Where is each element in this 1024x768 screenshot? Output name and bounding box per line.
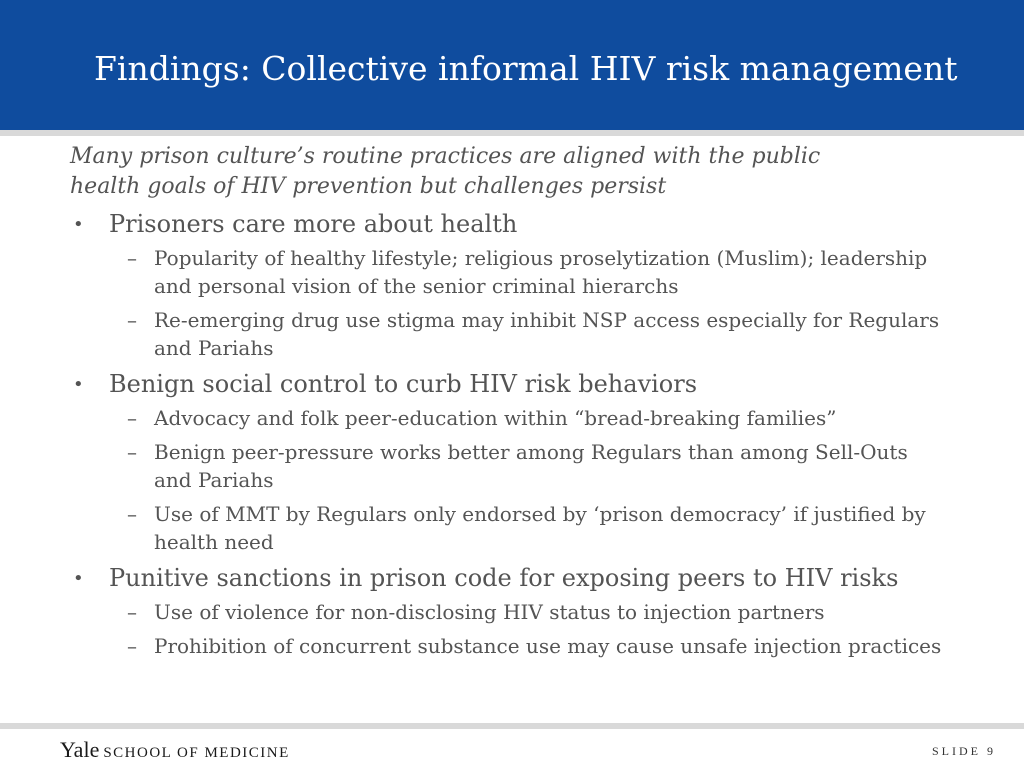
intro-text	[70, 142, 950, 202]
header-divider	[0, 130, 1024, 136]
sub-bullet-item	[70, 244, 950, 300]
sub-bullet-text: Benign peer-pressure works better among Regulars than among Sell-Outs and Pariahs	[154, 440, 908, 492]
dash-glyph: –	[127, 440, 137, 464]
bullet-item	[70, 562, 950, 595]
yale-medicine-logo	[60, 737, 290, 763]
sub-bullet-text: Use of MMT by Regulars only endorsed by ‘prison democracy’ if justified by health need	[154, 502, 926, 554]
footer-divider	[0, 723, 1024, 729]
bullet-glyph: •	[73, 214, 84, 235]
logo-yale-wordmark: Yale	[60, 737, 100, 762]
intro-line-1: Many prison culture’s routine practices are aligned with the public	[70, 144, 821, 169]
title-bar	[0, 0, 1024, 130]
bullet-glyph: •	[73, 568, 84, 589]
sub-bullet-text: Use of violence for non-disclosing HIV status to injection partners	[154, 600, 825, 624]
sub-bullet-text: Advocacy and folk peer-education within “bread-breaking families”	[154, 406, 837, 430]
sub-bullet-item	[70, 632, 950, 660]
dash-glyph: –	[127, 600, 137, 624]
bullet-text: Prisoners care more about health	[109, 210, 518, 238]
logo-school-wordmark: SCHOOL OF MEDICINE	[103, 745, 290, 761]
sub-bullet-text: Re-emerging drug use stigma may inhibit NSP access especially for Regulars and Pariahs	[154, 308, 940, 360]
dash-glyph: –	[127, 406, 137, 430]
slide-title: Findings: Collective informal HIV risk management	[94, 49, 958, 88]
sub-bullet-item	[70, 500, 950, 556]
bullet-item	[70, 368, 950, 401]
sub-bullet-item	[70, 438, 950, 494]
slide-number: SLIDE 9	[932, 744, 996, 758]
sub-bullet-item	[70, 306, 950, 362]
bullet-glyph: •	[73, 374, 84, 395]
bullet-text: Punitive sanctions in prison code for exposing peers to HIV risks	[109, 564, 899, 592]
bullet-text: Benign social control to curb HIV risk behaviors	[109, 370, 698, 398]
dash-glyph: –	[127, 502, 137, 526]
dash-glyph: –	[127, 246, 137, 270]
sub-bullet-text: Prohibition of concurrent substance use may cause unsafe injection practices	[154, 634, 942, 658]
slide-body	[70, 142, 950, 660]
sub-bullet-item	[70, 404, 950, 432]
intro-line-2: health goals of HIV prevention but challenges persist	[70, 174, 667, 199]
bullet-item	[70, 208, 950, 241]
sub-bullet-item	[70, 598, 950, 626]
dash-glyph: –	[127, 308, 137, 332]
sub-bullet-text: Popularity of healthy lifestyle; religious proselytization (Muslim); leadership and personal vision of the senior criminal hierarchs	[154, 246, 928, 298]
dash-glyph: –	[127, 634, 137, 658]
